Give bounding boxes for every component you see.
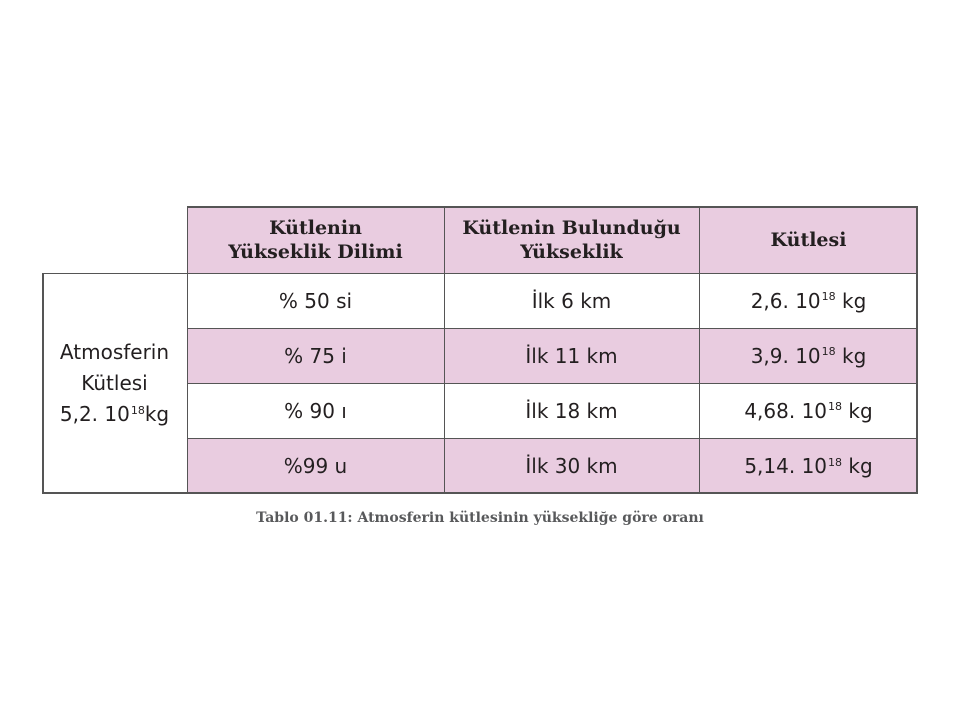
row-header-line: Atmosferin	[59, 340, 170, 364]
header-line: Kütlenin Bulunduğu	[462, 216, 681, 239]
value-exponent: 18	[828, 455, 843, 469]
header-cell-mass	[699, 206, 918, 273]
header-line: Yükseklik Dilimi	[228, 240, 403, 263]
value-base: 2,6. 10	[750, 288, 821, 313]
table-border-header-bottom	[42, 273, 918, 274]
column-divider	[444, 206, 445, 494]
header-line: Kütlesi	[770, 228, 847, 251]
table-cell-height: İlk 18 km	[444, 383, 699, 438]
row-header-line: Kütlesi	[81, 371, 148, 395]
table-cell-slice: % 90 ı	[187, 383, 444, 438]
table-cell-height: İlk 30 km	[444, 438, 699, 494]
row-divider	[187, 383, 918, 384]
table-cell-height: İlk 11 km	[444, 328, 699, 383]
table-border-left	[42, 273, 44, 494]
table-cell-height: İlk 6 km	[444, 273, 699, 328]
value-unit: kg	[835, 288, 867, 313]
row-header-atmosphere-mass	[42, 273, 187, 494]
column-divider	[187, 206, 188, 494]
value-base: 5,2. 10	[59, 402, 130, 426]
row-divider	[187, 328, 918, 329]
atmosphere-mass-table	[42, 206, 918, 494]
table-caption: Tablo 01.11: Atmosferin kütlesinin yüksekliğe göre oranı	[256, 510, 704, 526]
header-cell-slice	[187, 206, 444, 273]
row-divider	[187, 438, 918, 439]
table-cell-slice: % 50 si	[187, 273, 444, 328]
table-border-top	[187, 206, 918, 208]
table-cell-mass	[699, 328, 918, 383]
table-border-right	[916, 206, 918, 494]
table-cell-slice: %99 u	[187, 438, 444, 494]
value-unit: kg	[144, 402, 170, 426]
value-unit: kg	[842, 454, 873, 478]
header-cell-height	[444, 206, 699, 273]
column-divider	[699, 206, 700, 494]
value-base: 5,14. 10	[744, 454, 828, 478]
value-exponent: 18	[821, 290, 836, 303]
value-exponent: 18	[828, 400, 843, 413]
row-header-value	[60, 399, 169, 430]
table-cell-slice: % 75 i	[187, 328, 444, 383]
table-cell-mass	[699, 383, 918, 438]
value-base: 4,68. 10	[744, 398, 828, 423]
value-unit: kg	[842, 398, 873, 423]
table-cell-mass	[699, 438, 918, 494]
header-line: Kütlenin	[269, 216, 362, 239]
header-line: Yükseklik	[520, 240, 623, 263]
table-border-bottom	[42, 492, 918, 494]
value-exponent: 18	[821, 345, 836, 358]
value-unit: kg	[835, 343, 867, 368]
value-exponent: 18	[130, 404, 145, 417]
table-cell-mass	[699, 273, 918, 328]
value-base: 3,9. 10	[750, 343, 821, 368]
